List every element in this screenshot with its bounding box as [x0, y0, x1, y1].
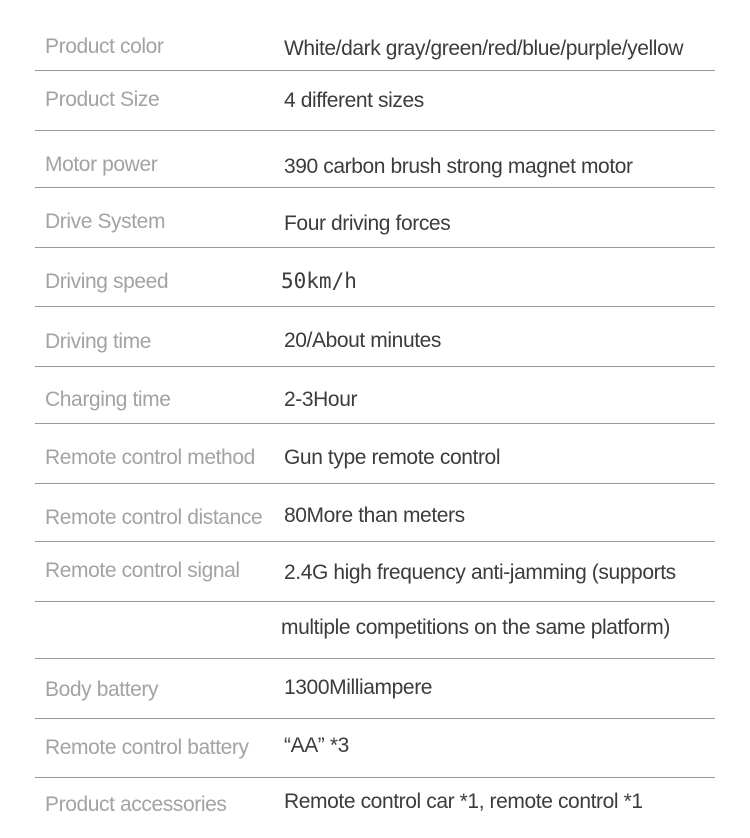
- spec-value: Four driving forces: [284, 212, 451, 235]
- spec-row-drive-system: [35, 188, 715, 248]
- spec-row-product-accessories: [35, 778, 715, 838]
- spec-label: Product color: [45, 35, 164, 58]
- spec-table: [35, 0, 715, 838]
- spec-value: 20/About minutes: [284, 329, 442, 352]
- spec-label: Drive System: [45, 210, 166, 233]
- spec-row-body-battery: [35, 659, 715, 719]
- spec-label: Remote control distance: [45, 506, 263, 529]
- spec-label: Remote control battery: [45, 736, 249, 759]
- spec-row-remote-control-battery: [35, 719, 715, 778]
- spec-label: Driving speed: [45, 270, 169, 293]
- spec-row-remote-control-method: [35, 424, 715, 484]
- spec-value: White/dark gray/green/red/blue/purple/yellow: [284, 37, 684, 60]
- spec-row-charging-time: [35, 367, 715, 424]
- spec-label: Motor power: [45, 153, 158, 176]
- spec-row-motor-power: [35, 131, 715, 188]
- spec-value: 390 carbon brush strong magnet motor: [284, 155, 633, 178]
- spec-value: 50km/h: [281, 269, 357, 293]
- spec-row-product-size: [35, 71, 715, 131]
- spec-label: Body battery: [45, 678, 159, 701]
- spec-row-remote-control-distance: [35, 484, 715, 542]
- spec-value: “AA” *3: [284, 734, 349, 757]
- spec-label: Remote control method: [45, 446, 255, 469]
- spec-value: 1300Milliampere: [284, 676, 433, 699]
- spec-value: 2-3Hour: [284, 388, 358, 411]
- spec-row-driving-time: [35, 307, 715, 367]
- spec-label: Driving time: [45, 330, 152, 353]
- spec-label: Charging time: [45, 388, 171, 411]
- spec-row-driving-speed: [35, 248, 715, 307]
- spec-label: Product accessories: [45, 793, 227, 816]
- spec-value: Remote control car *1, remote control *1: [284, 790, 643, 813]
- spec-row-remote-control-signal: [35, 542, 715, 602]
- spec-value: multiple competitions on the same platform): [281, 616, 670, 639]
- spec-row-remote-control-signal-continued: [35, 602, 715, 659]
- spec-label: Remote control signal: [45, 559, 240, 582]
- spec-value: 80More than meters: [284, 504, 465, 527]
- spec-label: Product Size: [45, 88, 160, 111]
- spec-value: Gun type remote control: [284, 446, 501, 469]
- spec-value: 4 different sizes: [284, 89, 424, 112]
- spec-row-product-color: [35, 0, 715, 71]
- spec-value: 2.4G high frequency anti-jamming (supports: [284, 561, 676, 584]
